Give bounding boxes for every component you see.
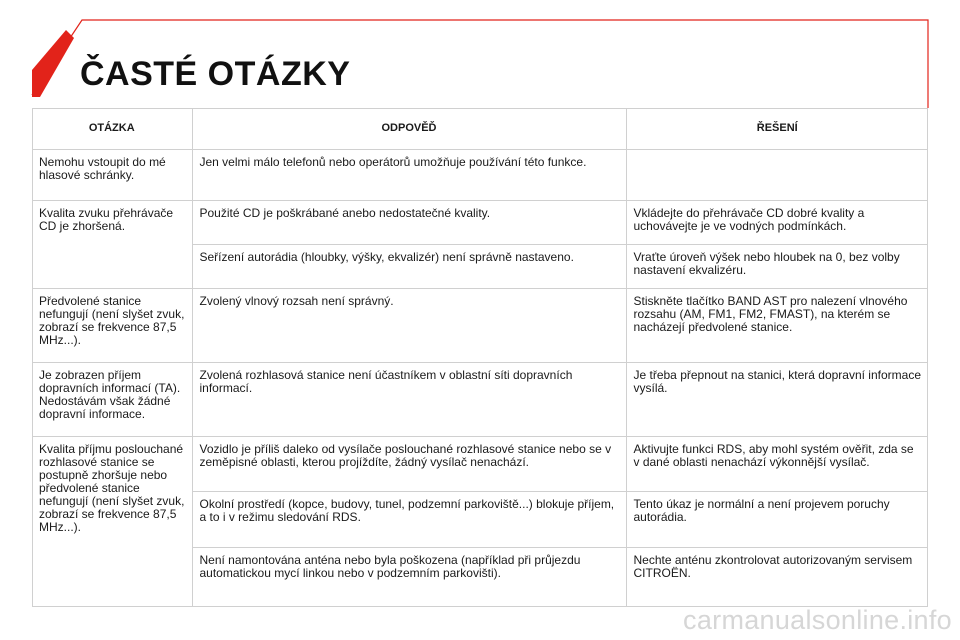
solution-cell: Stiskněte tlačítko BAND AST pro nalezení vlnového rozsahu (AM, FM1, FM2, FMAST), na kterém se nacházejí předvolené stanice. [626,289,928,363]
faq-body [32,150,928,607]
answer-cell: Seřízení autorádia (hloubky, výšky, ekvalizér) není správně nastaveno. [192,245,626,289]
solution-cell: Aktivujte funkci RDS, aby mohl systém ověřit, zda se v dané oblasti nenachází výkonnější vysílač. [626,437,928,492]
question-cell: Předvolené stanice nefungují (není slyšet zvuk, zobrazí se frekvence 87,5 MHz...). [32,289,192,363]
watermark: carmanualsonline.info [683,605,952,635]
solution-cell: Vraťte úroveň výšek nebo hloubek na 0, bez volby nastavení ekvalizéru. [626,245,928,289]
question-cell: Je zobrazen příjem dopravních informací (TA). Nedostávám však žádné dopravní informace. [32,363,192,437]
answer-cell: Zvolený vlnový rozsah není správný. [192,289,626,363]
solution-cell: Nechte anténu zkontrolovat autorizovaným servisem CITROËN. [626,548,928,607]
solution-cell [626,150,928,201]
answer-cell: Zvolená rozhlasová stanice není účastníkem v oblastní síti dopravních informací. [192,363,626,437]
page-title: ČASTÉ OTÁZKY [80,55,351,93]
answer-cell: Okolní prostředí (kopce, budovy, tunel, podzemní parkoviště...) blokuje příjem, a to i v režimu sledování RDS. [192,492,626,548]
answer-cell: Jen velmi málo telefonů nebo operátorů umožňuje používání této funkce. [192,150,626,201]
table-row [32,201,928,245]
header-answer: ODPOVĚĎ [192,108,626,150]
table-header-row [32,108,928,150]
answer-cell: Použité CD je poškrábané anebo nedostatečné kvality. [192,201,626,245]
question-cell: Kvalita příjmu poslouchané rozhlasové stanice se postupně zhoršuje nebo předvolené stanice nefungují (není slyšet zvuk, zobrazí se frekvence 87,5 MHz...). [32,437,192,607]
solution-cell: Vkládejte do přehrávače CD dobré kvality a uchovávejte je ve vodných podmínkách. [626,201,928,245]
header-solution: ŘEŠENÍ [626,108,928,150]
answer-cell: Vozidlo je příliš daleko od vysílače poslouchané rozhlasové stanice nebo se v zeměpisné oblasti, kterou projíždíte, žádný vysílač nenachází. [192,437,626,492]
table-row [32,437,928,492]
table-row [32,289,928,363]
header-red-shape [0,0,90,110]
question-cell: Nemohu vstoupit do mé hlasové schránky. [32,150,192,201]
answer-cell: Není namontována anténa nebo byla poškozena (například při průjezdu automatickou mycí linkou nebo v podzemním parkovišti). [192,548,626,607]
solution-cell: Je třeba přepnout na stanici, která dopravní informace vysílá. [626,363,928,437]
solution-cell: Tento úkaz je normální a není projevem poruchy autorádia. [626,492,928,548]
faq-table [32,108,928,607]
table-row [32,363,928,437]
header-question: OTÁZKA [32,108,192,150]
question-cell: Kvalita zvuku přehrávače CD je zhoršená. [32,201,192,289]
table-row [32,150,928,201]
